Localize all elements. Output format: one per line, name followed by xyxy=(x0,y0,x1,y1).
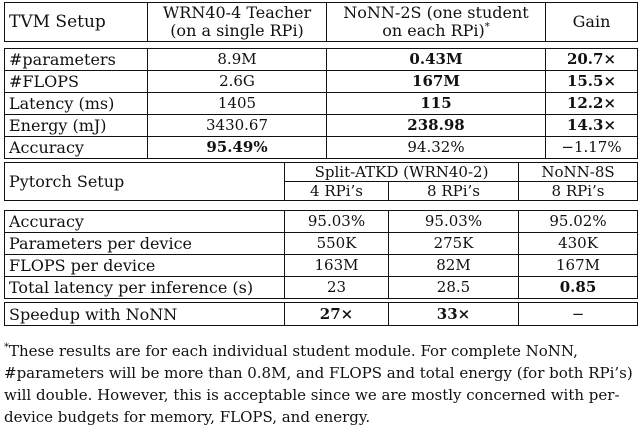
gain-header: Gain xyxy=(546,3,638,42)
gain-value: 15.5× xyxy=(546,71,638,93)
tvm-table-body xyxy=(4,48,638,159)
footnote-text: These results are for each individual student module. For complete NoNN, #parameters will be more than 0.8M, and FLOPS and total energy (for both RPi’s) will double. However, this is acceptable since we are mostly concerned with per-device budgets for memory, FLOPS, and energy. xyxy=(4,342,633,426)
teacher-header xyxy=(148,3,327,42)
split-4-rpi-header: 4 RPi’s xyxy=(285,182,389,201)
split8-value: 82M xyxy=(389,255,519,277)
table-row xyxy=(5,49,638,71)
tvm-setup-title: TVM Setup xyxy=(5,3,148,42)
pytorch-setup-title: Pytorch Setup xyxy=(5,163,285,201)
split4-value: 163M xyxy=(285,255,389,277)
metric-label: FLOPS per device xyxy=(5,255,285,277)
split4-value: 550K xyxy=(285,233,389,255)
gain-value: −1.17% xyxy=(546,137,638,159)
speedup-table xyxy=(4,302,638,326)
table-row xyxy=(5,233,638,255)
student-value: 115 xyxy=(327,93,546,115)
student-value: 238.98 xyxy=(327,115,546,137)
nonn-value: 167M xyxy=(519,255,638,277)
metric-label: #parameters xyxy=(5,49,148,71)
gain-value: 14.3× xyxy=(546,115,638,137)
split4-value: 27× xyxy=(285,303,389,326)
table-row xyxy=(5,115,638,137)
split8-value: 28.5 xyxy=(389,277,519,299)
metric-label: Latency (ms) xyxy=(5,93,148,115)
student-header xyxy=(327,3,546,42)
teacher-header-line1: WRN40-4 Teacher xyxy=(162,3,312,22)
teacher-value: 3430.67 xyxy=(148,115,327,137)
metric-label: #FLOPS xyxy=(5,71,148,93)
metric-label: Energy (mJ) xyxy=(5,115,148,137)
split8-value: 275K xyxy=(389,233,519,255)
table-row xyxy=(5,277,638,299)
student-header-line1: NoNN-2S (one student xyxy=(343,3,529,22)
metric-label: Parameters per device xyxy=(5,233,285,255)
teacher-value: 2.6G xyxy=(148,71,327,93)
student-value: 167M xyxy=(327,71,546,93)
nonn-value: − xyxy=(519,303,638,326)
split4-value: 95.03% xyxy=(285,211,389,233)
tvm-table-header xyxy=(4,2,638,42)
student-value: 94.32% xyxy=(327,137,546,159)
split-8-rpi-header: 8 RPi’s xyxy=(389,182,519,201)
nonn-value: 430K xyxy=(519,233,638,255)
footnote-marker: * xyxy=(484,21,490,33)
table-row xyxy=(5,303,638,326)
teacher-value: 1405 xyxy=(148,93,327,115)
footnote-mark: * xyxy=(4,342,9,353)
metric-label: Accuracy xyxy=(5,211,285,233)
footnote xyxy=(4,340,636,428)
split8-value: 33× xyxy=(389,303,519,326)
pytorch-table-header xyxy=(4,162,638,201)
split-atkd-header: Split-ATKD (WRN40-2) xyxy=(285,163,519,182)
table-row xyxy=(5,71,638,93)
table-row xyxy=(5,93,638,115)
nonn-value: 0.85 xyxy=(519,277,638,299)
gain-value: 12.2× xyxy=(546,93,638,115)
teacher-value: 95.49% xyxy=(148,137,327,159)
table-row xyxy=(5,211,638,233)
student-value: 0.43M xyxy=(327,49,546,71)
metric-label: Total latency per inference (s) xyxy=(5,277,285,299)
metric-label: Accuracy xyxy=(5,137,148,159)
nonn-8s-header: NoNN-8S xyxy=(519,163,638,182)
student-header-line2: on each RPi) xyxy=(382,21,485,40)
split4-value: 23 xyxy=(285,277,389,299)
table-row xyxy=(5,137,638,159)
pytorch-table-body xyxy=(4,210,638,299)
teacher-value: 8.9M xyxy=(148,49,327,71)
split8-value: 95.03% xyxy=(389,211,519,233)
gain-value: 20.7× xyxy=(546,49,638,71)
nonn-value: 95.02% xyxy=(519,211,638,233)
teacher-header-line2: (on a single RPi) xyxy=(170,21,304,40)
metric-label: Speedup with NoNN xyxy=(5,303,285,326)
table-row xyxy=(5,255,638,277)
nonn-8-rpi-header: 8 RPi’s xyxy=(519,182,638,201)
